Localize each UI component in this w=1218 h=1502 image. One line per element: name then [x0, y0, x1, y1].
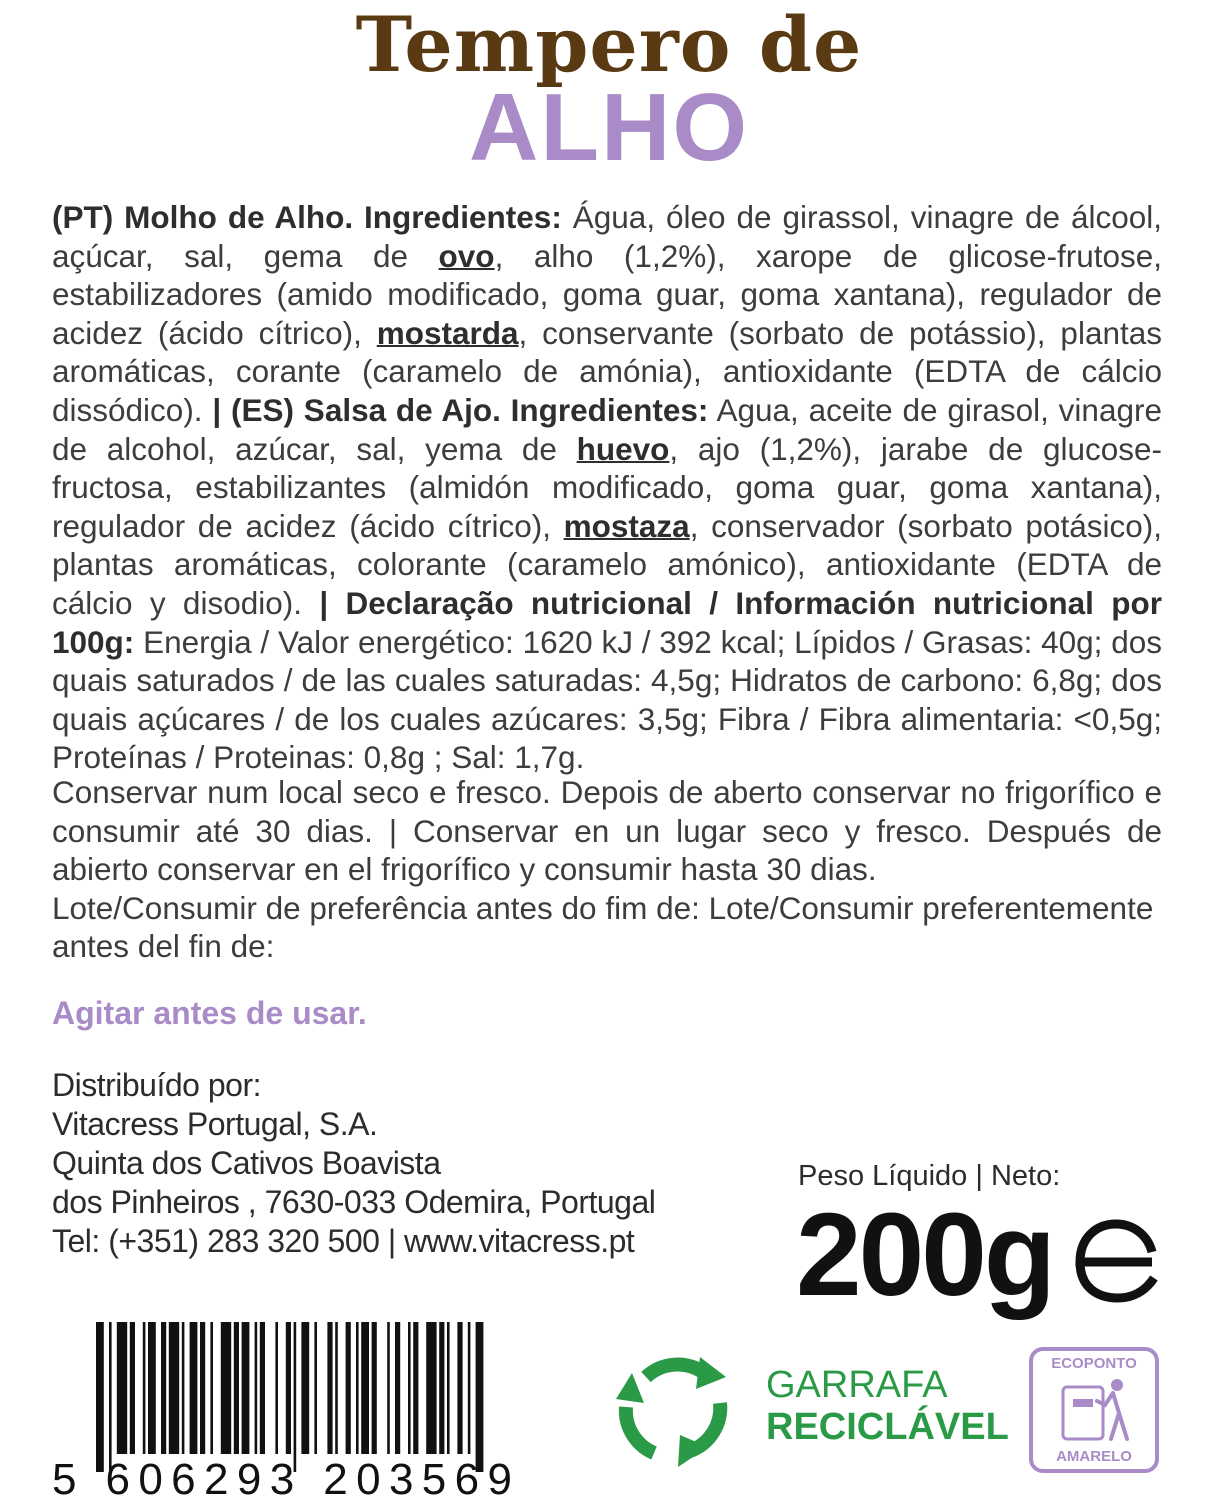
- ecoponto-color-label: AMARELO: [1056, 1448, 1132, 1465]
- allergen-ovo: ovo: [438, 237, 495, 274]
- barcode-bar: [314, 1322, 317, 1454]
- barcode-bar: [117, 1322, 127, 1454]
- ingredients-es-heading: | (ES) Salsa de Ajo. Ingredientes:: [212, 391, 709, 428]
- storage-block: [52, 773, 1162, 966]
- barcode-bar: [387, 1322, 390, 1454]
- barcode-bar: [190, 1322, 198, 1454]
- barcode-bar: [109, 1322, 112, 1472]
- barcode-bar: [169, 1322, 179, 1454]
- barcode-bar: [242, 1322, 250, 1454]
- barcode-bar: [234, 1322, 239, 1454]
- barcode-bar: [255, 1322, 258, 1454]
- barcode-bar: [161, 1322, 166, 1454]
- barcode-bar: [346, 1322, 351, 1454]
- recycle-icon: [608, 1343, 738, 1473]
- nutrition-text: Energia / Valor energético: 1620 kJ / 392 kcal; Lípidos / Grasas: 40g; dos quais saturados / de las cuales saturadas: 4,5g; Hidratos de carbono: 6,8g; dos quais açúcares / de los cuales azúcares: 3,5g; Fibra / Fibra alimentaria: <0,5g; Proteínas / Proteinas: 0,8g ; Sal: 1,7g.: [52, 623, 1162, 776]
- ingredients-pt-heading: (PT) Molho de Alho. Ingredientes:: [52, 199, 562, 235]
- barcode-bar: [372, 1322, 377, 1454]
- ecoponto-badge: [1029, 1347, 1159, 1473]
- barcode-bar: [356, 1322, 359, 1454]
- barcode-bar: [361, 1322, 369, 1454]
- barcode-bar: [96, 1322, 104, 1472]
- barcode-bar: [286, 1322, 291, 1454]
- barcode-bar: [275, 1322, 278, 1454]
- barcode: [52, 1322, 522, 1502]
- nutrition-heading: | Declaração nutricional / Información nutricional por 100g:: [52, 584, 1162, 660]
- distributor-address-2: dos Pinheiros , 7630-033 Odemira, Portugal: [52, 1184, 656, 1220]
- barcode-digits: 5 606293 203569: [52, 1455, 512, 1502]
- barcode-bar: [476, 1322, 484, 1472]
- ingredients-pt-text-2: , alho (1,2%), xarope de glicose-frutose, estabilizadores (amido modificado, goma guar, goma xantana), regulador de acidez (ácido cítrico),: [52, 237, 1163, 351]
- shake-instruction: Agitar antes de usar.: [52, 995, 367, 1031]
- title-script: Tempero de: [355, 0, 863, 89]
- barcode-bar: [413, 1322, 418, 1454]
- net-weight-value: 200g: [796, 1189, 1053, 1321]
- recyclable-line-1: GARRAFA: [766, 1364, 948, 1406]
- distributor-label: Distribuído por:: [52, 1067, 261, 1103]
- allergen-mostaza: mostaza: [563, 507, 690, 544]
- barcode-bar: [457, 1322, 462, 1454]
- distributor-address-1: Quinta dos Cativos Boavista: [52, 1145, 441, 1181]
- recycling-bin-person-icon: [1059, 1377, 1131, 1443]
- allergen-mostarda: mostarda: [376, 314, 519, 351]
- barcode-bar: [468, 1322, 471, 1454]
- ingredients-es-text-1: Agua, aceite de girasol, vinagre de alcohol, azúcar, sal, yema de: [52, 391, 1162, 467]
- net-weight-label: Peso Líquido | Neto:: [798, 1160, 1061, 1192]
- barcode-bar: [200, 1322, 205, 1454]
- barcode-bar: [143, 1322, 146, 1454]
- allergen-huevo: huevo: [576, 430, 670, 467]
- ingredients-pt-text-3: , conservante (sorbato de potássio), plantas aromáticas, corante (caramelo de amónia), antioxidante (EDTA de cálcio dissódico).: [52, 314, 1162, 428]
- ingredients-block: [52, 198, 1162, 777]
- storage-instructions: Conservar num local seco e fresco. Depois de aberto conservar no frigorífico e consumir até 30 dias. | Conservar en un lugar seco y fresco. Después de abierto conservar en el frigorífico y consumir hasta 30 dias.: [52, 774, 1162, 888]
- barcode-bar: [408, 1322, 411, 1454]
- distributor-contact: Tel: (+351) 283 320 500 | www.vitacress.pt: [52, 1223, 635, 1259]
- barcode-bar: [221, 1322, 231, 1454]
- barcode-bar: [395, 1322, 400, 1454]
- ecoponto-label: ECOPONTO: [1051, 1355, 1137, 1372]
- barcode-bar: [327, 1322, 332, 1454]
- barcode-bar: [130, 1322, 135, 1454]
- recyclable-line-2: RECICLÁVEL: [766, 1406, 1009, 1448]
- barcode-bar: [260, 1322, 265, 1454]
- barcode-bar: [335, 1322, 338, 1454]
- distributor-company: Vitacress Portugal, S.A.: [52, 1106, 378, 1142]
- barcode-bar: [439, 1322, 444, 1454]
- barcode-bar: [426, 1322, 436, 1454]
- estimated-sign-icon: [1062, 1210, 1166, 1310]
- barcode-bar: [447, 1322, 450, 1454]
- ingredients-pt-text-1: Água, óleo de girassol, vinagre de álcool, açúcar, sal, gema de: [52, 199, 1162, 274]
- recyclable-bottle-label: [766, 1364, 1009, 1448]
- barcode-bar: [148, 1322, 156, 1454]
- ingredients-es-text-3: , conservador (sorbato potásico), plantas aromáticas, colorante (caramelo amónico), antioxidante (EDTA de cálcio y disodio).: [52, 507, 1162, 621]
- barcode-bar: [182, 1322, 185, 1454]
- distributor-block: [52, 1066, 655, 1261]
- barcode-bar: [294, 1322, 297, 1472]
- ingredients-es-text-2: , ajo (1,2%), jarabe de glucose-fructosa, estabilizantes (almidón modificado, goma guar, goma xantana), regulador de acidez (ácido cítrico),: [52, 430, 1163, 544]
- barcode-bar: [210, 1322, 213, 1454]
- title-main: ALHO: [469, 74, 749, 181]
- lot-expiry-text: Lote/Consumir de preferência antes do fim de: Lote/Consumir preferentemente antes del fin de:: [52, 889, 1154, 965]
- barcode-bar: [301, 1322, 309, 1454]
